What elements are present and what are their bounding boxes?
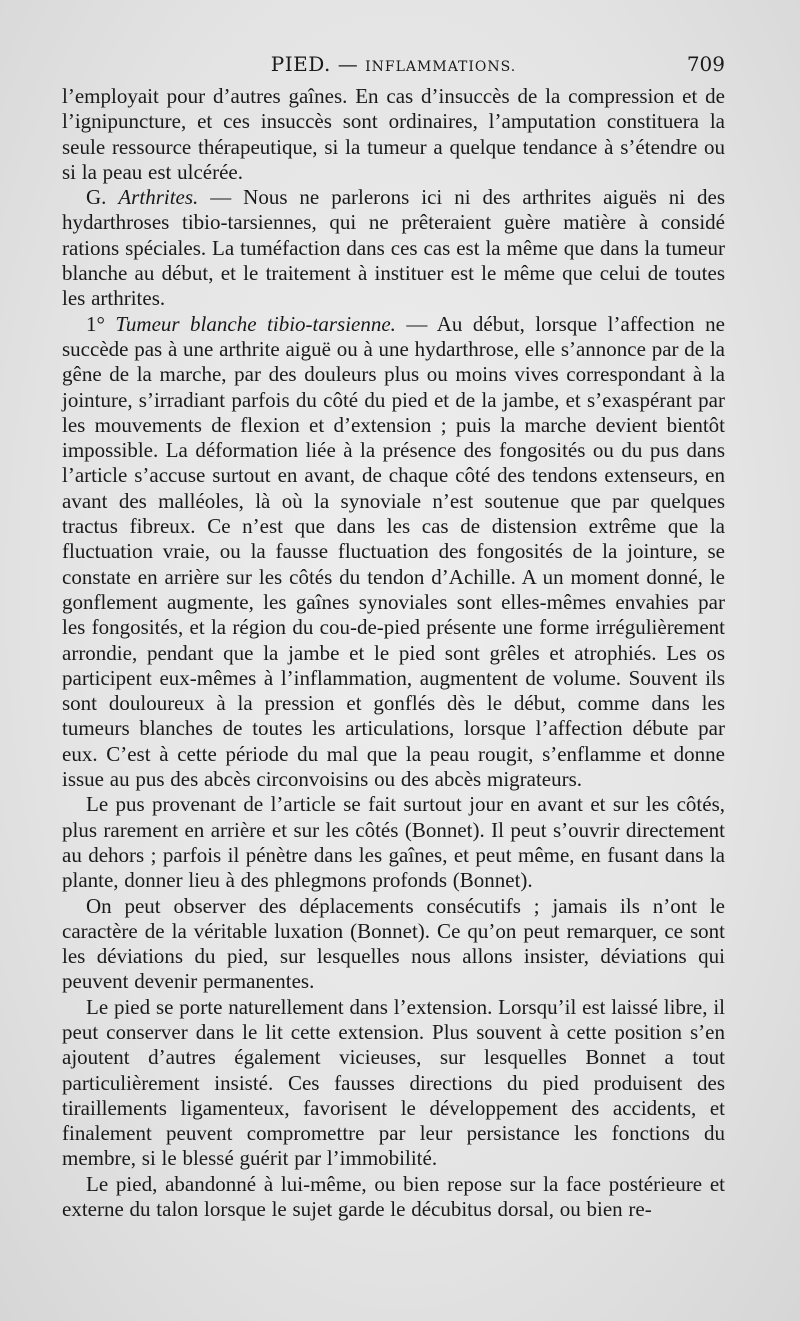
- running-title: [62, 52, 725, 76]
- section-letter: G.: [86, 185, 119, 210]
- paragraph-text: Le pus provenant de l’article se fait surtout jour en avant et sur les côtés, plus rarement en arrière et sur les côtés (Bonnet). Il peut s’ouvrir directement au dehors ; parfois il pénètre dans les gaînes, et peut même, en fusant dans la plante, donner lieu à des phlegmons profonds (Bonnet).: [62, 792, 725, 893]
- paragraph-5: [62, 894, 725, 995]
- paragraph-text: Le pied, abandonné à lui-même, ou bien repose sur la face postérieure et externe du talon lorsque le sujet garde le décubitus dorsal, ou bien re-: [62, 1171, 725, 1222]
- running-header: [62, 52, 725, 82]
- running-title-separator: —: [330, 52, 366, 76]
- section-title: Tumeur blanche tibio-tarsienne.: [115, 311, 396, 336]
- paragraph-7: [62, 1172, 725, 1223]
- running-title-sub: INFLAMMATIONS.: [365, 59, 517, 75]
- paragraph-text: — Nous ne parlerons ici ni des arthrites aiguës ni des hydarthroses tibio-tarsiennes, qui ne prêteraient guère matière à considé rations spéciales. La tuméfaction dans ces cas est la même que dans la tumeur blanche au début, et le traitement à instituer est le même que celui de toutes les arthrites.: [62, 185, 725, 311]
- paragraph-text: Le pied se porte naturellement dans l’extension. Lorsqu’il est laissé libre, il peut conserver dans le lit cette extension. Plus souvent à cette position s’en ajoutent d’autres également vicieuses, sur lesquelles Bonnet a tout particulièrement insisté. Ces fausses directions du pied produisent des tiraillements ligamenteux, favorisent le développement des accidents, et finalement peuvent compromettre par leur persistance les fonctions du membre, si le blessé guérit par l’immobilité.: [62, 994, 725, 1171]
- section-number: 1°: [86, 311, 116, 336]
- page-number: 709: [686, 52, 725, 76]
- paragraph-1: [62, 84, 725, 185]
- paragraph-6: [62, 995, 725, 1172]
- paragraph-text: — Au début, lorsque l’affection ne succède pas à une arthrite aiguë ou à une hydarthrose, elle s’annonce par de la gêne de la marche, par des douleurs plus ou moins vives correspondant à la jointure, s’irradiant parfois du côté du pied et de la jambe, et s’exaspérant par les mouvements de flexion et d’extension ; puis la marche devient bientôt impossible. La déformation liée à la présence des fongosités ou du pus dans l’article s’accuse surtout en avant, de chaque côté des tendons extenseurs, en avant des malléoles, là où la synoviale n’est soutenue que par quelques tractus fibreux. Ce n’est que dans les cas de distension extrême que la fluctuation vraie, ou la fausse fluctuation des fongosités de la jointure, se constate en arrière sur les côtés du tendon d’Achille. A un moment donné, le gonflement augmente, les gaînes synoviales sont elles-mêmes envahies par les fongosités, et la région du cou-de-pied présente une forme irrégulièrement arrondie, pendant que la jambe et le pied sont grêles et atrophiés. Les os participent eux-mêmes à l’inflammation, augmentent de volume. Souvent ils sont douloureux à la pression et gonflés dès le début, comme dans les tumeurs blanches de toutes les articulations, lorsque l’affection débute par eux. C’est à cette période du mal que la peau rougit, s’enflamme et donne issue au pus des abcès circonvoisins ou des abcès migrateurs.: [62, 311, 725, 792]
- paragraph-3: [62, 312, 725, 793]
- paragraph-text: l’employait pour d’autres gaînes. En cas d’insuccès de la compression et de l’ignipuncture, et ces insuccès sont ordinaires, l’amputation constituera la seule ressource thérapeutique, si la tumeur a quelque tendance à s’étendre ou si la peau est ulcérée.: [62, 84, 725, 184]
- running-title-main: PIED.: [270, 52, 331, 76]
- body-text: [62, 84, 725, 1222]
- section-title: Arthrites.: [118, 185, 199, 210]
- paragraph-text: On peut observer des déplacements consécutifs ; jamais ils n’ont le caractère de la véritable luxation (Bonnet). Ce qu’on peut remarquer, ce sont les déviations du pied, sur lesquelles nous allons insister, déviations qui peuvent devenir permanentes.: [62, 893, 725, 994]
- paragraph-4: [62, 792, 725, 893]
- paragraph-2: [62, 185, 725, 311]
